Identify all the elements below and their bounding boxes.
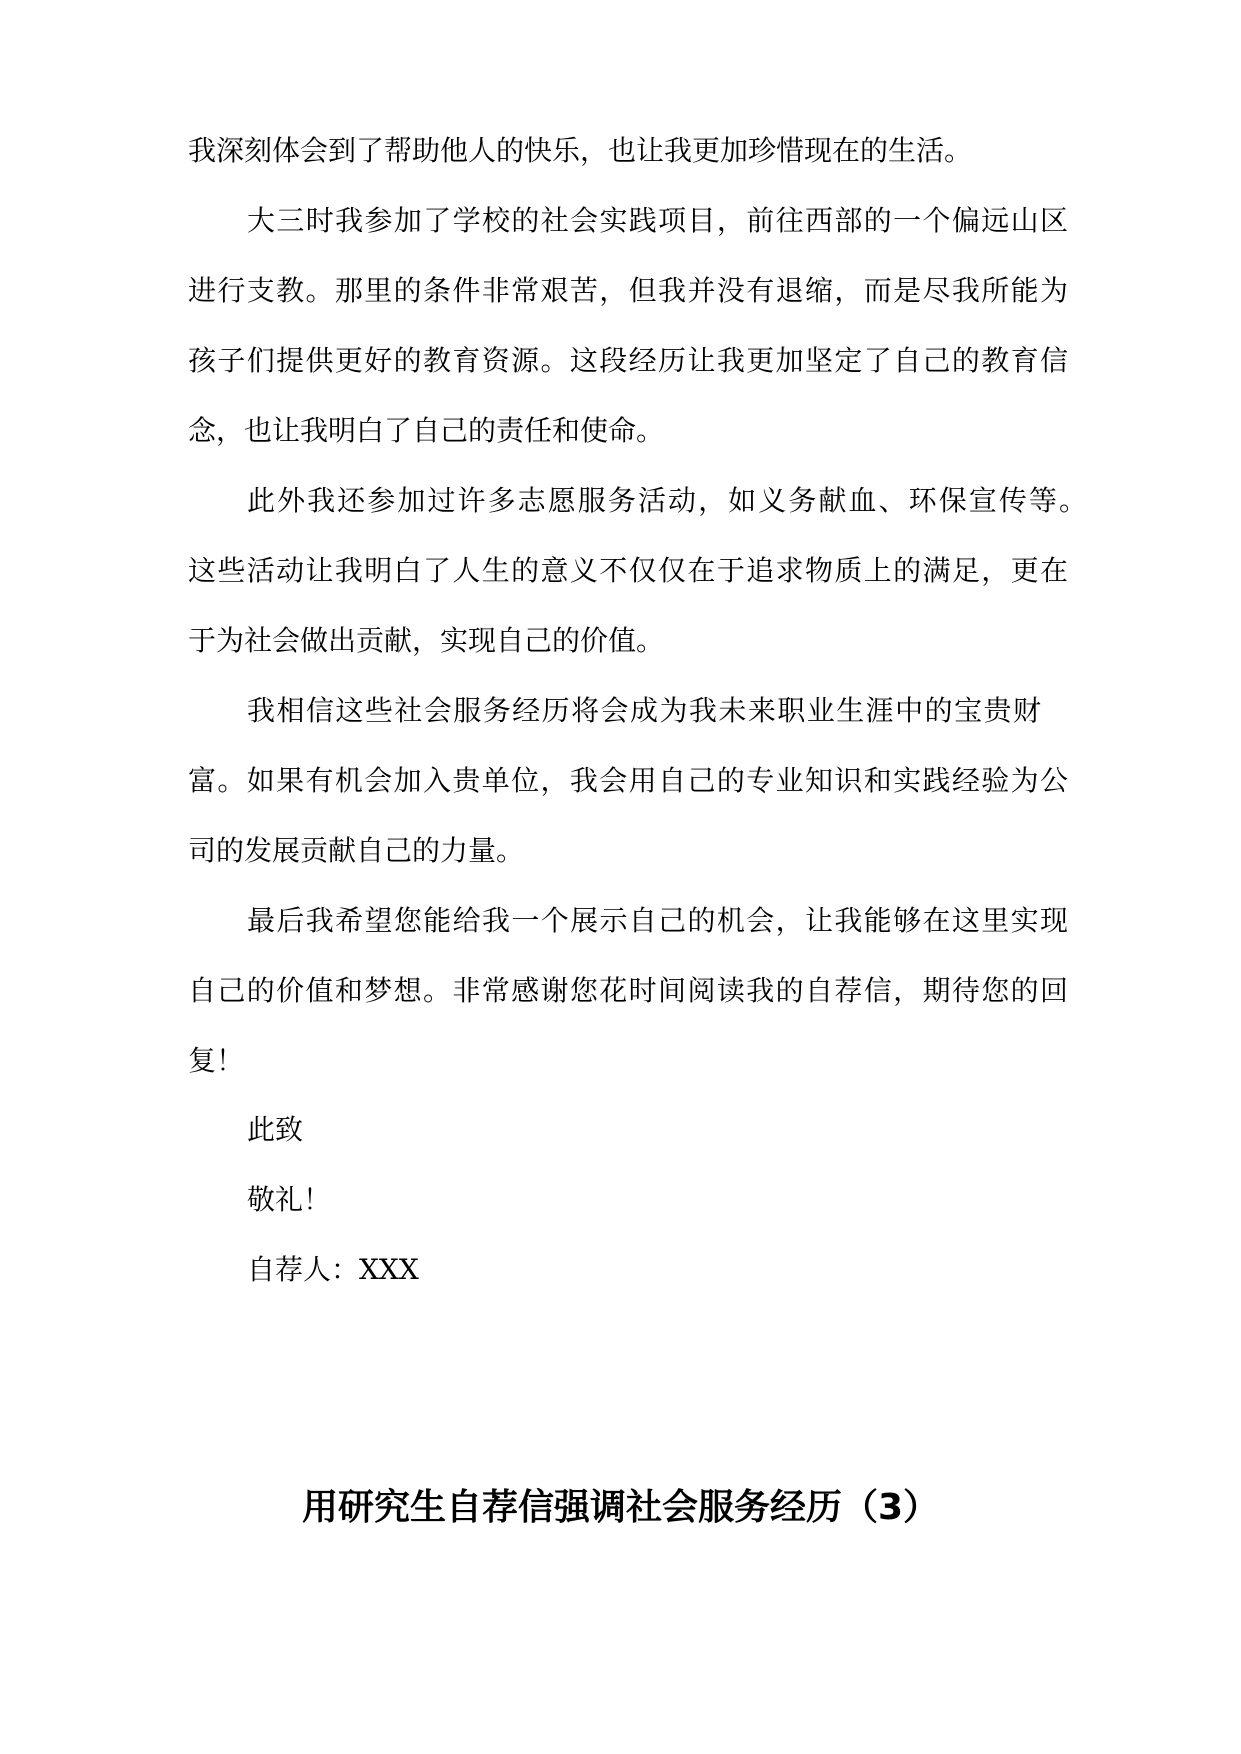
paragraph-line: 自己的价值和梦想。非常感谢您花时间阅读我的自荐信，期待您的回 [188,974,1068,1007]
paragraph-line: 此外我还参加过许多志愿服务活动，如义务献血、环保宣传等。 [247,484,1087,517]
signature: 自荐人：XXX [247,1253,419,1286]
paragraph-line: 进行支教。那里的条件非常艰苦，但我并没有退缩，而是尽我所能为 [188,274,1068,307]
paragraph-line: 大三时我参加了学校的社会实践项目，前往西部的一个偏远山区 [247,204,1068,237]
section-heading: 用研究生自荐信强调社会服务经历（3） [301,1487,940,1528]
paragraph-line: 于为社会做出贡献，实现自己的价值。 [188,624,665,657]
paragraph-line: 最后我希望您能给我一个展示自己的机会，让我能够在这里实现 [247,904,1068,937]
paragraph-line: 孩子们提供更好的教育资源。这段经历让我更加坚定了自己的教育信 [188,344,1068,377]
paragraph-line: 复！ [188,1044,245,1077]
paragraph-line: 这些活动让我明白了人生的意义不仅仅在于追求物质上的满足，更在 [188,554,1068,587]
paragraph-line: 我深刻体会到了帮助他人的快乐，也让我更加珍惜现在的生活。 [188,134,973,167]
paragraph-line: 富。如果有机会加入贵单位，我会用自己的专业知识和实践经验为公 [188,764,1068,797]
paragraph-line: 念，也让我明白了自己的责任和使命。 [188,414,665,447]
closing-salutation: 此致 [247,1113,304,1146]
paragraph-line: 我相信这些社会服务经历将会成为我未来职业生涯中的宝贵财 [247,694,1041,727]
paragraph-line: 司的发展贡献自己的力量。 [188,834,525,867]
closing-regards: 敬礼！ [247,1183,332,1216]
